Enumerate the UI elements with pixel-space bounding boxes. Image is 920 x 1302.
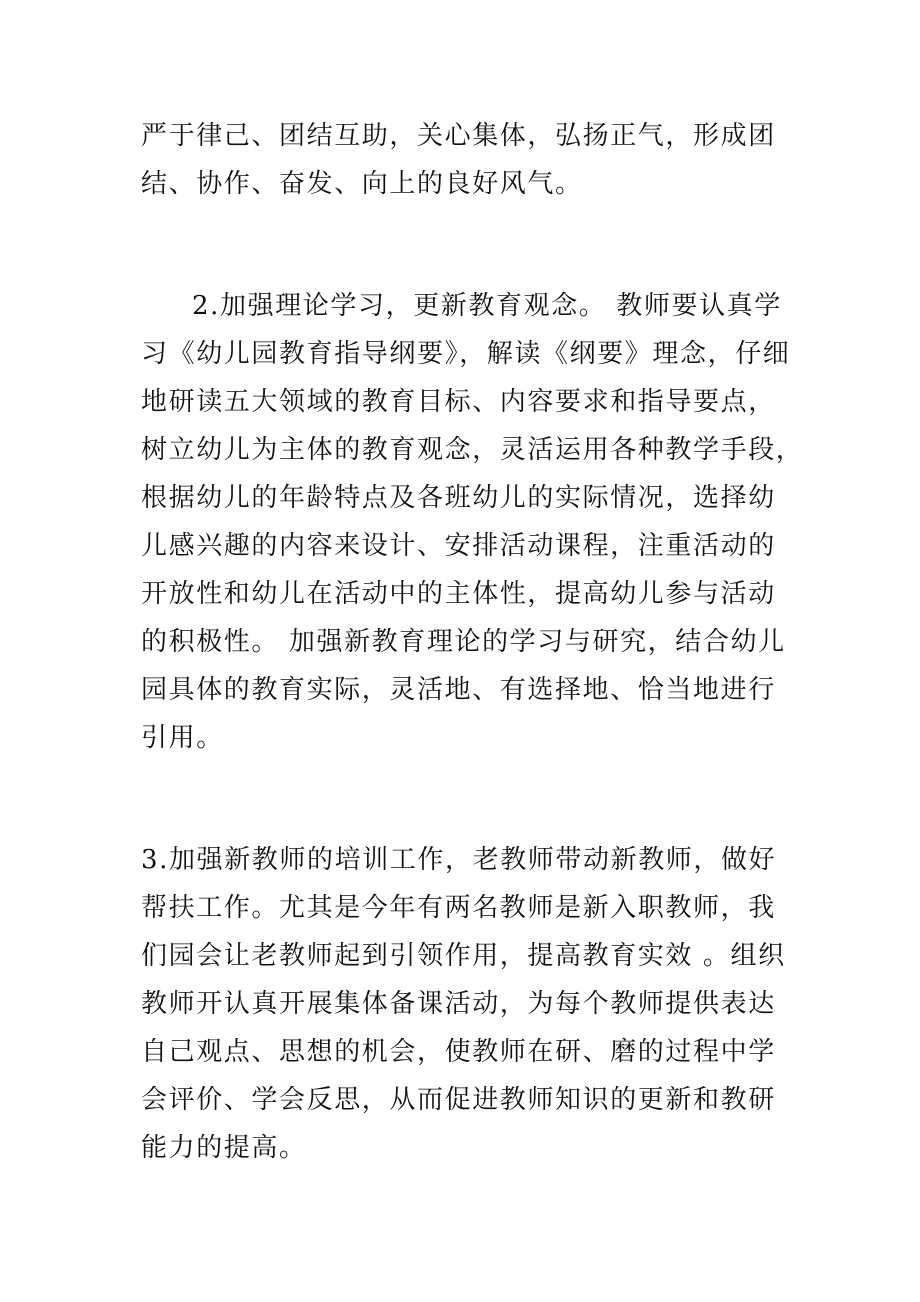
paragraph-line: 会评价、学会反思，从而促进教师知识的更新和教研 bbox=[141, 1085, 776, 1115]
paragraph-line: 的积极性。 加强新教育理论的学习与研究，结合幼儿 bbox=[141, 627, 786, 657]
paragraph-line: 树立幼儿为主体的教育观念，灵活运用各种教学手段， bbox=[141, 435, 804, 465]
paragraph-line: 自己观点、思想的机会，使教师在研、磨的过程中学 bbox=[141, 1037, 776, 1067]
paragraph-line: 地研读五大领域的教育目标、内容要求和指导要点， bbox=[141, 387, 776, 417]
paragraph-line: 儿感兴趣的内容来设计、安排活动课程，注重活动的 bbox=[141, 531, 776, 561]
paragraph-line: 结、协作、奋发、向上的良好风气。 bbox=[141, 169, 583, 199]
paragraph-line: 2.加强理论学习，更新教育观念。 教师要认真学 bbox=[192, 291, 782, 321]
paragraph-line: 严于律己、团结互助，关心集体，弘扬正气，形成团 bbox=[141, 121, 776, 151]
paragraph-line: 3.加强新教师的培训工作，老教师带动新教师，做好 bbox=[141, 845, 777, 875]
paragraph-line: 教师开认真开展集体备课活动，为每个教师提供表达 bbox=[141, 989, 776, 1019]
paragraph-line: 们园会让老教师起到引领作用，提高教育实效 。组织 bbox=[141, 941, 786, 971]
paragraph-line: 园具体的教育实际，灵活地、有选择地、恰当地进行 bbox=[141, 675, 776, 705]
paragraph-line: 能力的提高。 bbox=[141, 1133, 307, 1163]
paragraph-line: 引用。 bbox=[141, 723, 224, 753]
paragraph-line: 开放性和幼儿在活动中的主体性，提高幼儿参与活动 bbox=[141, 579, 776, 609]
paragraph-line: 习《幼儿园教育指导纲要》，解读《纲要》理念，仔细 bbox=[141, 339, 791, 369]
paragraph-line: 帮扶工作。尤其是今年有两名教师是新入职教师，我 bbox=[141, 893, 776, 923]
paragraph-line: 根据幼儿的年龄特点及各班幼儿的实际情况，选择幼 bbox=[141, 483, 776, 513]
